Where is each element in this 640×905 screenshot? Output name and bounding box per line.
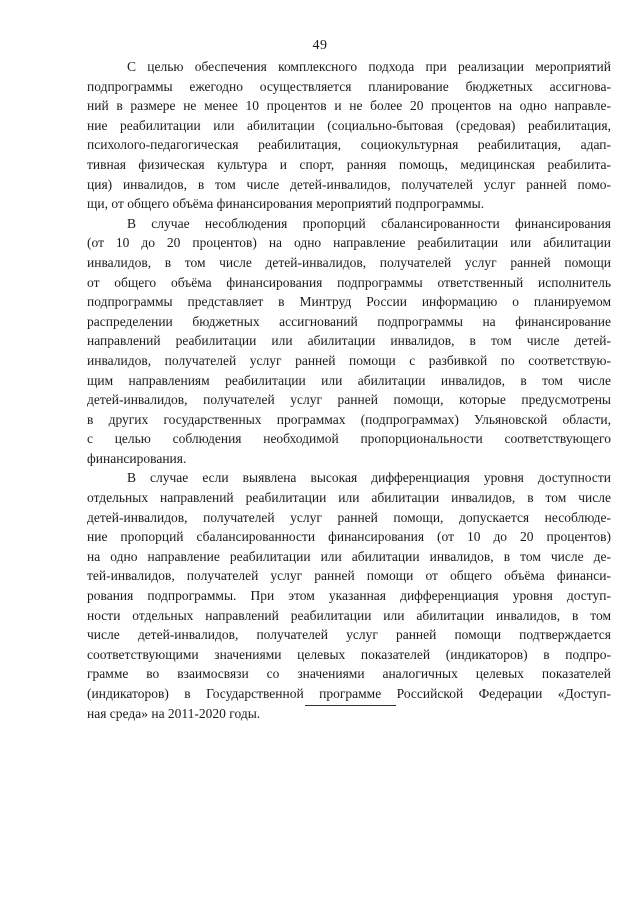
text-line: инвалидов, в том числе детей-инвалидов, получателей услуг ранней помощи [87, 254, 611, 270]
text-line: В случае если выявлена высокая дифференциация уровня доступности [127, 470, 611, 486]
text-line: ности отдельных направлений реабилитации или абилитации инвалидов, в том [87, 607, 611, 623]
text-line: детей-инвалидов, получателей услуг ранней помощи, которые предусмотрены [87, 392, 611, 408]
text-line: тивная физическая культура и спорт, ранняя помощь, медицинская реабилита- [87, 156, 611, 172]
text-line: подпрограммы ежегодно осуществляется планирование бюджетных ассигнова- [87, 78, 611, 94]
document-body [87, 57, 611, 723]
text-line: распределении бюджетных ассигнований подпрограммы на финансирование [87, 313, 611, 329]
text-line: рования подпрограммы. При этом указанная дифференциация уровня доступ- [87, 588, 611, 604]
text-line: (от 10 до 20 процентов) на одно направление реабилитации или абилитации [87, 235, 611, 251]
text-line: ние реабилитации или абилитации (социально-бытовая (средовая) реабилитация, [87, 117, 611, 133]
text-line: ний в размере не менее 10 процентов и не более 20 процентов на одно направле- [87, 98, 611, 114]
text-line: соответствующими значениями целевых показателей (индикаторов) в подпро- [87, 646, 611, 662]
text-line: ция) инвалидов, в том числе детей-инвалидов, получателей услуг ранней помо- [87, 176, 611, 192]
text-line: ние пропорций сбалансированности финансирования (от 10 до 20 процентов) [87, 529, 611, 545]
text-line: В случае несоблюдения пропорций сбалансированности финансирования [127, 215, 611, 231]
text-line: тей-инвалидов, получателей услуг ранней помощи от общего объёма финанси- [87, 568, 611, 584]
text-line: на одно направление реабилитации или абилитации инвалидов, в том числе де- [87, 548, 611, 564]
text-line: щим направлениям реабилитации или абилитации инвалидов, в том числе [87, 372, 611, 388]
text-line: от общего объёма финансирования подпрограммы ответственный исполнитель [87, 274, 611, 290]
text-line: С целью обеспечения комплексного подхода при реализации мероприятий [127, 59, 611, 74]
text-line: детей-инвалидов, получателей услуг ранней помощи, допускается несоблюде- [87, 509, 611, 525]
text-line: щи, от общего объёма финансирования мероприятий подпрограммы. [87, 196, 485, 212]
text-line: психолого-педагогическая реабилитация, социокультурная реабилитация, адап- [87, 137, 611, 153]
end-separator-line [305, 705, 396, 706]
paragraph-3 [87, 468, 611, 723]
text-line: подпрограммы представляет в Минтруд России информацию о планируемом [87, 294, 611, 310]
text-line: инвалидов, получателей услуг ранней помощи с разбивкой по соответствую- [87, 352, 611, 368]
text-line: числе детей-инвалидов, получателей услуг ранней помощи подтверждается [87, 627, 611, 643]
text-line: отдельных направлений реабилитации или абилитации инвалидов, в том числе [87, 490, 611, 506]
text-line: (индикаторов) в Государственной программе Российской Федерации «Доступ- [87, 686, 611, 701]
text-line: направлений реабилитации или абилитации инвалидов, в том числе детей- [87, 333, 611, 349]
paragraph-1 [87, 57, 611, 214]
text-line: в других государственных программах (подпрограммах) Ульяновской области, [87, 411, 611, 427]
text-line: с целью соблюдения необходимой пропорциональности соответствующего [87, 431, 611, 447]
paragraph-2 [87, 214, 611, 469]
text-line: грамме во взаимосвязи со значениями аналогичных целевых показателей [87, 666, 611, 682]
text-line: финансирования. [87, 450, 187, 466]
text-line: ная среда» на 2011-2020 годы. [87, 705, 261, 721]
page-number: 49 [312, 38, 328, 53]
